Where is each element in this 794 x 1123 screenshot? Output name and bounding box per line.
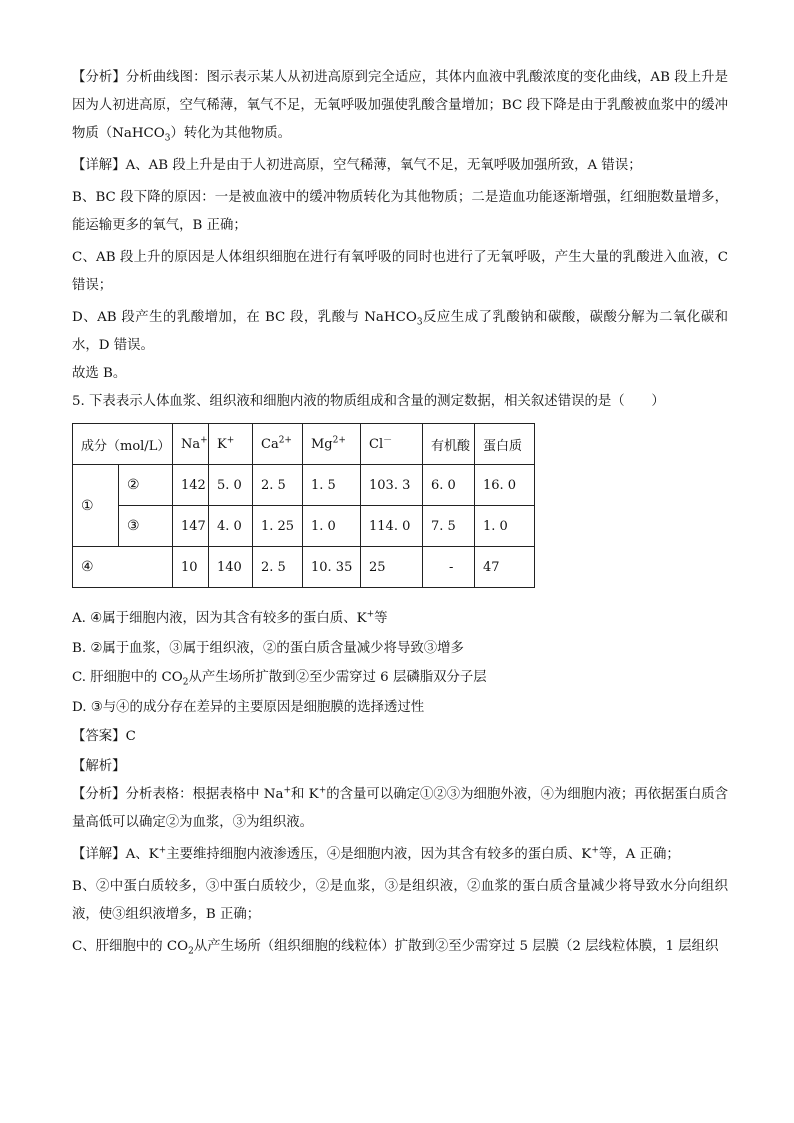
table-cell: 103. 3 [361,465,423,506]
analysis-tag: 【分析】 [72,787,126,802]
table-cell: 10 [173,547,209,588]
table-cell: 1. 25 [253,506,303,547]
table-cell: 47 [475,547,535,588]
conclusion-line: 故选 B。 [72,366,127,381]
table-cell: 6. 0 [423,465,475,506]
table-cell: 140 [209,547,253,588]
table-cell: 2. 5 [253,465,303,506]
table-cell: 10. 35 [303,547,361,588]
table-cell: ④ [73,547,173,588]
table-cell: 142 [173,465,209,506]
analysis-paragraph-2: 【分析】分析表格：根据表格中 Na+和 K+的含量可以确定①②③为细胞外液，④为细胞内液；再依据蛋白质含量高低可以确定②为血浆，③为组织液。 [72,785,729,830]
header-label: 成分（mol/L） [73,424,173,465]
detail-paragraph-d: D、AB 段产生的乳酸增加，在 BC 段，乳酸与 NaHCO$_3$反应生成了乳酸钠和碳酸，碳酸分解为二氧化碳和水，D 错误。 [72,310,728,353]
header-protein: 蛋白质 [475,424,535,465]
detail-paragraph-2c: C、肝细胞中的 $CO_2$从产生场所（组织细胞的线粒体）扩散到②至少需穿过 5 层膜（2 层线粒体膜，1 层组织 [72,939,719,957]
page-content [72,64,728,961]
explanation-title: 【解析】 [72,758,126,774]
table-cell: 1. 5 [303,465,361,506]
detail-paragraph-c: C、AB 段上升的原因是人体组织细胞在进行有氧呼吸的同时也进行了无氧呼吸，产生大量的乳酸进入血液，C 错误； [72,250,728,293]
option-d: D. ③与④的成分存在差异的主要原因是细胞膜的选择透过性 [72,699,425,715]
table-cell: - [423,547,475,588]
header-organic-acid: 有机酸 [423,424,475,465]
option-b: B. ②属于血浆，③属于组织液，②的蛋白质含量减少将导致③增多 [72,640,464,656]
answer-tag: 【答案】 [72,729,126,744]
detail-paragraph-2b: B、②中蛋白质较多，③中蛋白质较少，②是血浆，③是组织液，②血浆的蛋白质含量减少将导致水分向组织液，使③组织液增多，B 正确； [72,879,728,922]
group-cell: ① [73,465,119,547]
table-cell: 7. 5 [423,506,475,547]
table-cell: ③ [119,506,173,547]
header-ca: $Ca^{2+}$ [253,424,303,465]
option-a: A. ④属于细胞内液，因为其含有较多的蛋白质、K+等 [72,609,388,626]
table-header-row [73,424,535,465]
table-row [73,547,535,588]
detail-paragraph-a: 【详解】A、AB 段上升是由于人初进高原，空气稀薄，氧气不足，无氧呼吸加强所致，A 错误； [72,158,642,173]
analysis-tag: 【分析】 [72,70,126,85]
detail-paragraph-b: B、BC 段下降的原因：一是被血液中的缓冲物质转化为其他物质；二是造血功能逐渐增强，红细胞数量增多，能运输更多的氧气，B 正确； [72,190,728,233]
option-c: C. 肝细胞中的 $CO_2$从产生场所扩散到②至少需穿过 6 层磷脂双分子层 [72,670,487,688]
table-cell: ② [119,465,173,506]
answer-value: C [125,729,136,744]
table-cell: 2. 5 [253,547,303,588]
table-row [73,465,535,506]
table-cell: 4. 0 [209,506,253,547]
answer-line [72,722,728,752]
table-cell: 114. 0 [361,506,423,547]
header-na: Na+ [173,424,209,465]
header-cl: Cl－ [361,424,423,465]
table-cell: 25 [361,547,423,588]
table-cell: 5. 0 [209,465,253,506]
question-5: 5. 下表表示人体血浆、组织液和细胞内液的物质组成和含量的测定数据，相关叙述错误的是（ ） [72,394,665,409]
table-row [73,506,535,547]
header-k: K+ [209,424,253,465]
options-list [72,604,728,781]
header-mg: $Mg^{2+}$ [303,424,361,465]
analysis-paragraph: 【分析】分析曲线图：图示表示某人从初进高原到完全适应，其体内血液中乳酸浓度的变化曲线，AB 段上升是因为人初进高原，空气稀薄，氧气不足，无氧呼吸加强使乳酸含量增加；BC 段下降是由于乳酸被血浆中的缓冲物质（NaHCO$_3$）转化为其他物质。 [72,70,729,144]
table-cell: 1. 0 [303,506,361,547]
composition-table [72,423,535,588]
table-cell: 16. 0 [475,465,535,506]
table-cell: 1. 0 [475,506,535,547]
detail-tag: 【详解】 [72,847,126,862]
table-cell: 147 [173,506,209,547]
detail-paragraph-2a: 【详解】A、K+主要维持细胞内液渗透压，④是细胞内液，因为其含有较多的蛋白质、K+等，A 正确； [72,845,680,862]
detail-tag: 【详解】 [72,158,126,173]
